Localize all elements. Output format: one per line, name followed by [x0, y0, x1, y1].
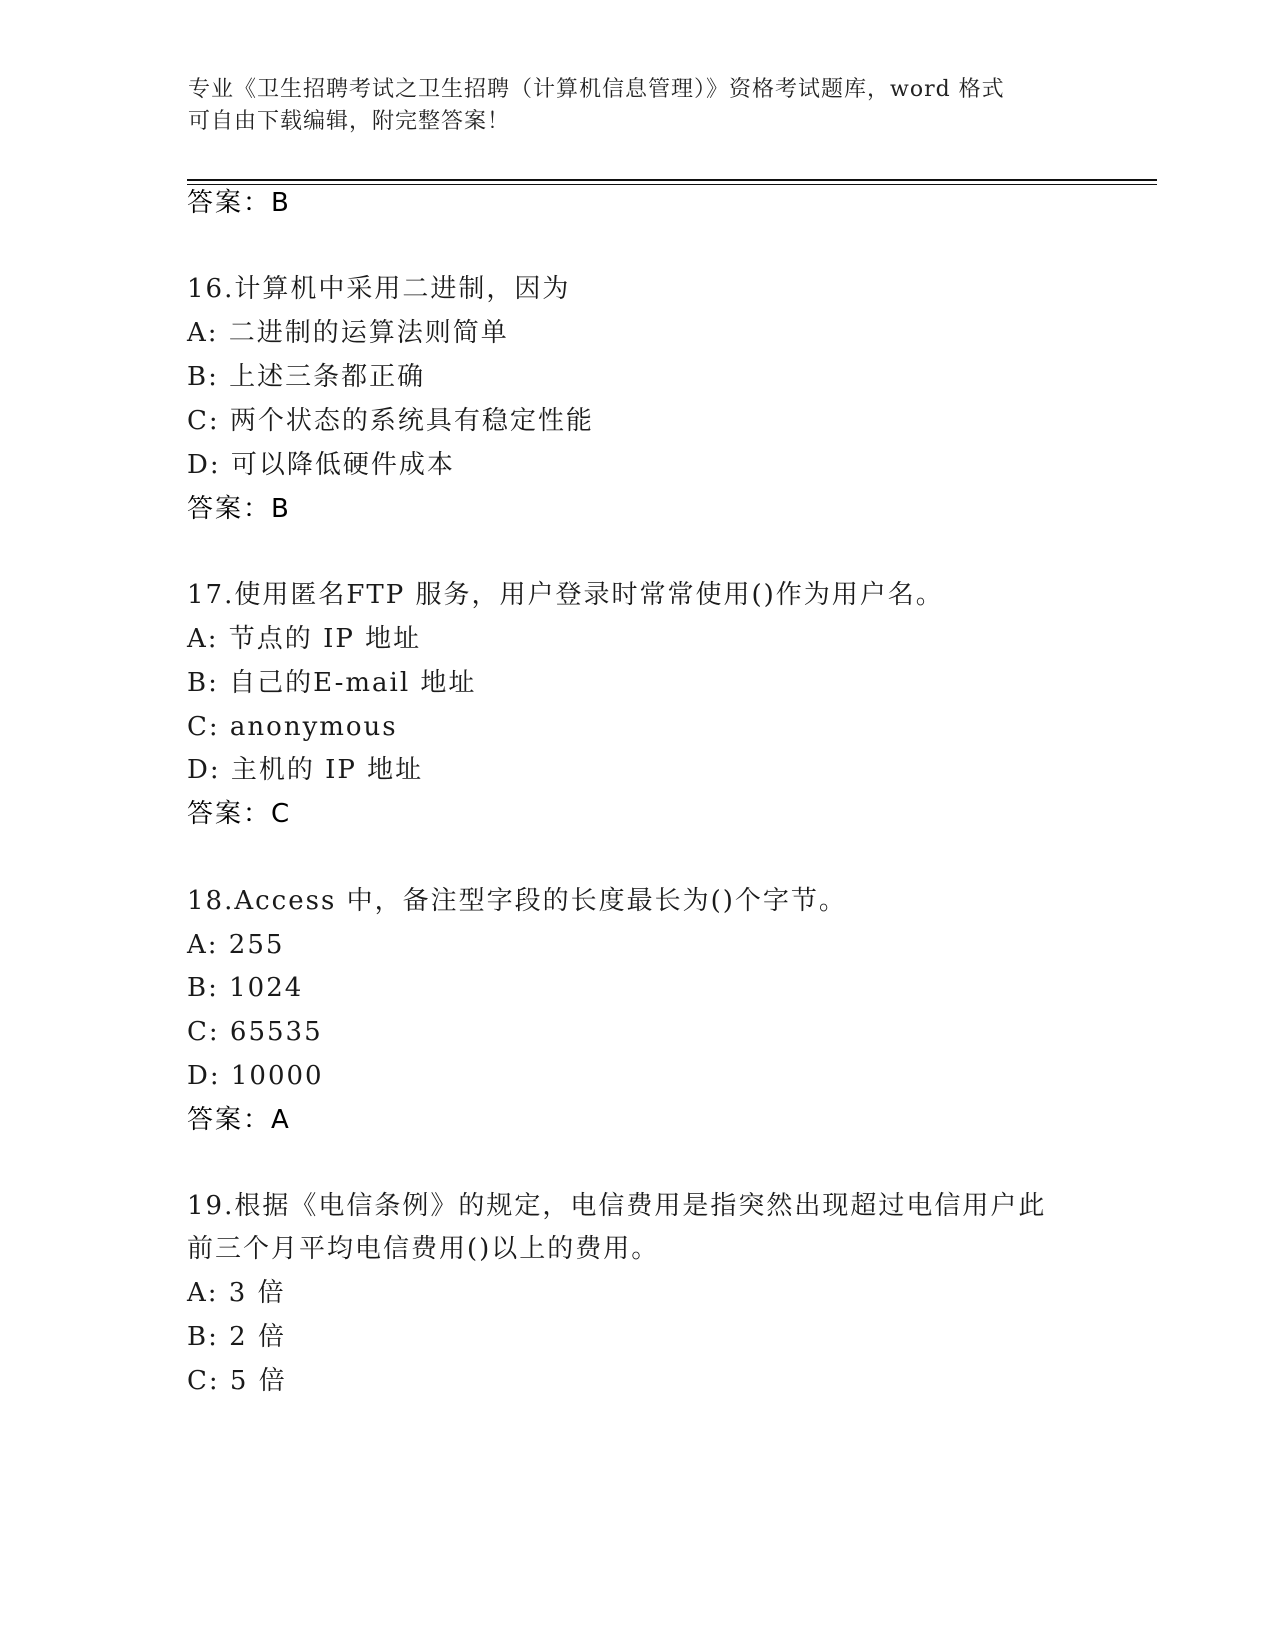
- question-19-line-1: 19.根据《电信条例》的规定，电信费用是指突然出现超过电信用户此: [187, 1191, 1047, 1221]
- question-19-line-2: 前三个月平均电信费用()以上的费用。: [187, 1234, 660, 1264]
- q16-answer: 答案：B: [187, 494, 291, 524]
- q18-option-c: C: 65535: [187, 1017, 323, 1047]
- q18-option-b: B: 1024: [187, 973, 304, 1003]
- q19-option-b: B: 2 倍: [187, 1322, 286, 1352]
- question-18: 18.Access 中，备注型字段的长度最长为()个字节。: [187, 886, 847, 916]
- header-rule-thin: [187, 184, 1157, 185]
- question-16: 16.计算机中采用二进制，因为: [187, 274, 571, 304]
- header-line-1: 专业《卫生招聘考试之卫生招聘（计算机信息管理）》资格考试题库，word 格式: [188, 77, 1005, 102]
- document-header: [188, 74, 1068, 138]
- q16-option-d: D: 可以降低硬件成本: [187, 450, 455, 480]
- q16-option-c: C: 两个状态的系统具有稳定性能: [187, 406, 594, 436]
- q17-option-d: D: 主机的 IP 地址: [187, 755, 424, 785]
- q16-option-b: B: 上述三条都正确: [187, 362, 426, 392]
- previous-answer: 答案：B: [187, 188, 291, 218]
- q17-option-a: A: 节点的 IP 地址: [187, 624, 422, 654]
- q16-option-a: A: 二进制的运算法则简单: [187, 318, 509, 348]
- question-17: 17.使用匿名FTP 服务，用户登录时常常使用()作为用户名。: [187, 580, 944, 610]
- q19-option-c: C: 5 倍: [187, 1366, 287, 1396]
- q18-option-d: D: 10000: [187, 1061, 324, 1091]
- header-line-2: 可自由下载编辑，附完整答案！: [188, 109, 511, 134]
- q18-answer: 答案：A: [187, 1105, 291, 1135]
- q18-option-a: A: 255: [187, 930, 285, 960]
- q19-option-a: A: 3 倍: [187, 1278, 286, 1308]
- header-rule-thick: [187, 179, 1157, 181]
- q17-option-c: C: anonymous: [187, 712, 398, 742]
- q17-answer: 答案：C: [187, 799, 292, 829]
- q17-option-b: B: 自己的E-mail 地址: [187, 668, 477, 698]
